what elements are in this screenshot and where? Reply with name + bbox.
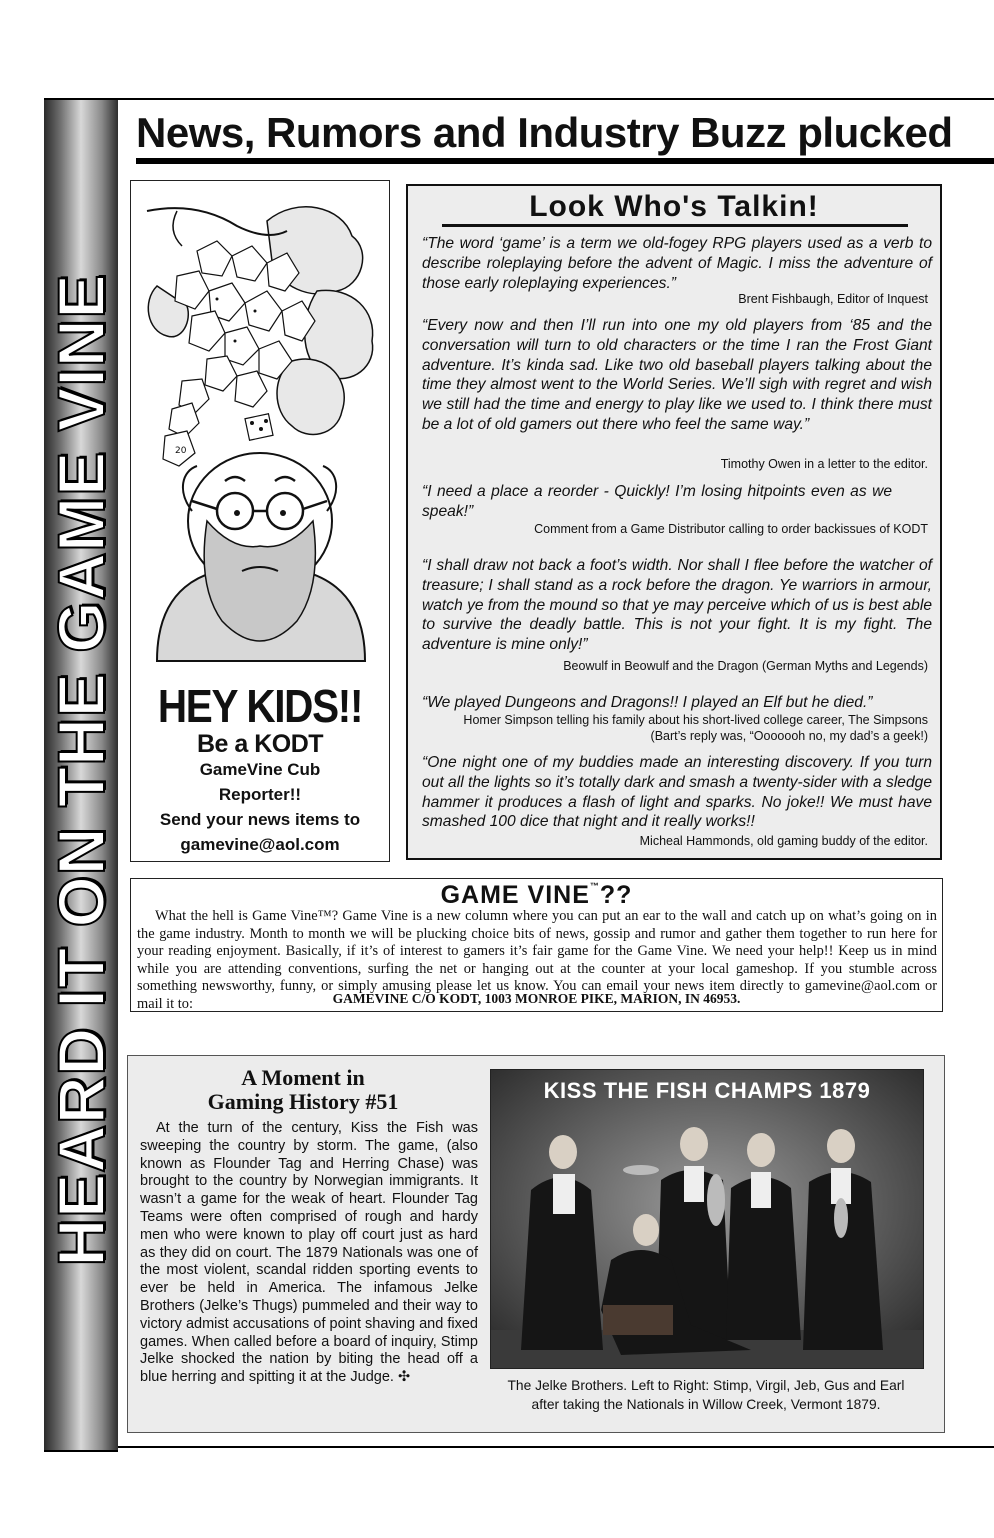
game-vine-box xyxy=(130,878,943,1012)
cub-reporter-ad xyxy=(130,180,390,862)
quote-1-attribution: Brent Fishbaugh, Editor of Inquest xyxy=(738,292,928,306)
kiss-the-fish-photo xyxy=(490,1069,924,1369)
ad-send: Send your news items to xyxy=(159,810,361,829)
ad-text xyxy=(131,681,389,857)
quote-3: “I need a place a reorder - Quickly! I’m losing hitpoints even as we speak!” xyxy=(422,483,892,520)
team-photo-illustration xyxy=(491,1070,923,1368)
photo-caption: The Jelke Brothers. Left to Right: Stimp, Virgil, Jeb, Gus and Earl after taking the Nationals in Willow Creek, Vermont 1879. xyxy=(507,1378,905,1412)
quote-6-attribution: Micheal Hammonds, old gaming buddy of the editor. xyxy=(639,834,928,848)
quote-2-attribution: Timothy Owen in a letter to the editor. xyxy=(720,457,928,471)
quotes-title-rule xyxy=(442,224,908,227)
photo-title: KISS THE FISH CHAMPS 1879 xyxy=(543,1078,871,1103)
ad-hey-kids: HEY KIDS!! xyxy=(157,680,363,732)
quote-3-attribution: Comment from a Game Distributor calling to order backissues of KODT xyxy=(534,522,928,536)
game-vine-title: GAME VINE™?? xyxy=(440,881,633,909)
headline-rule xyxy=(136,158,994,164)
quote-2: “Every now and then I’ll run into one my old players from ‘85 and the conversation will turn to old characters or the time I ran the Frost Giant adventure. It’s kinda sad. Like two old baseball players talking about the time they almost went to the World Series. We’ll sigh with regret and wish we still had the time and energy to play like we used to. I think there must be a lot of old gamers out there who feel the same way.” xyxy=(422,317,932,433)
ad-email: gamevine@aol.com xyxy=(180,835,340,854)
gaming-history-body: At the turn of the century, Kiss the Fish was sweeping the country by storm. The game, (also known as Flounder Tag and Herring Chase) was brought to the country by Norwegian immigrants. It wasn’t a game for the weak of heart. Flounder Tag Teams were often comprised of rough and hardy men who were known to play off court just as hard as they did on court. The 1879 Nationals was one of the most violent, scandal ridden sporting events to ever be held in America. The infamous Jelke Brothers (Jelke’s Thugs) pummeled and their way to victory admist accusations of point shaving and fixed games. When called before a board of inquiry, Stimp Jelke shocked the nation by biting the head off a blue herring and spitting it at the Judge. ✣ xyxy=(140,1120,478,1386)
game-vine-address: GAMEVINE C/O KODT, 1003 MONROE PIKE, MARION, IN 46953. xyxy=(332,991,741,1006)
ad-cub: GameVine Cub xyxy=(199,760,321,779)
gaming-history-title: A Moment in Gaming History #51 xyxy=(207,1065,399,1114)
quote-1: “The word ‘game’ is a term we old-fogey RPG players used as a verb to describe roleplaying before the advent of Magic. I miss the adventure of those early roleplaying experiences.” xyxy=(422,235,932,292)
quote-4-attribution: Beowulf in Beowulf and the Dragon (German Myths and Legends) xyxy=(563,659,928,673)
quote-6: “One night one of my buddies made an interesting discovery. If you turn out all the lights so it’s totally dark and smash a twenty-sider with a sledge hammer it produces a flash of light and sparks. No joke!! We must have smashed 100 dice that night and it really works!! xyxy=(422,754,932,831)
headline: News, Rumors and Industry Buzz plucked xyxy=(136,109,953,156)
quotes-title: Look Who's Talkin! xyxy=(529,190,819,223)
gaming-history-box xyxy=(127,1055,945,1433)
quote-5-attribution-2: (Bart’s reply was, “Ooooooh no, my dad’s a geek!) xyxy=(650,729,928,743)
svg-text:20: 20 xyxy=(175,446,187,456)
quote-4: “I shall draw not back a foot’s width. Nor shall I flee before the watcher of treasure; I shall stand as a rock before the dragon. Ye warriors in armour, watch ye from the mound so that ye may perceive which of us is best able to survive the deadly battle. This is not your fight. It is my fight. The adventure is mine only!” xyxy=(422,557,932,654)
ad-be-a-kodt: Be a KODT xyxy=(196,730,324,758)
game-vine-body: What the hell is Game Vine™? Game Vine is a new column where you can put an ear to the wall and catch up on what’s going on in the game industry. Month to month we will be plucking choice bits of news, gossip and rumor and gather them together to run here for your reading enjoyment. Basically, if it’s of interest to gamers it’s fair game for the Game Vine. We need your help!! Keep us in mind while you are attending conventions, surfing the net or hanging out at the counter at your local gameshop. If you stumble across something newsworthy, funny, or simply amusing please let us know. You can email your news item directly to gamevine@aol.com or mail it to: xyxy=(137,908,937,1012)
look-whos-talkin-box xyxy=(406,184,942,860)
top-rule xyxy=(118,98,994,100)
quote-5: “We played Dungeons and Dragons!! I played an Elf but he died.” xyxy=(422,694,873,711)
dice-vine-and-old-man-illustration xyxy=(137,191,383,681)
ad-reporter: Reporter!! xyxy=(218,785,302,804)
bottom-rule xyxy=(118,1446,994,1448)
quote-5-attribution: Homer Simpson telling his family about his short-lived college career, The Simpsons xyxy=(463,713,928,727)
